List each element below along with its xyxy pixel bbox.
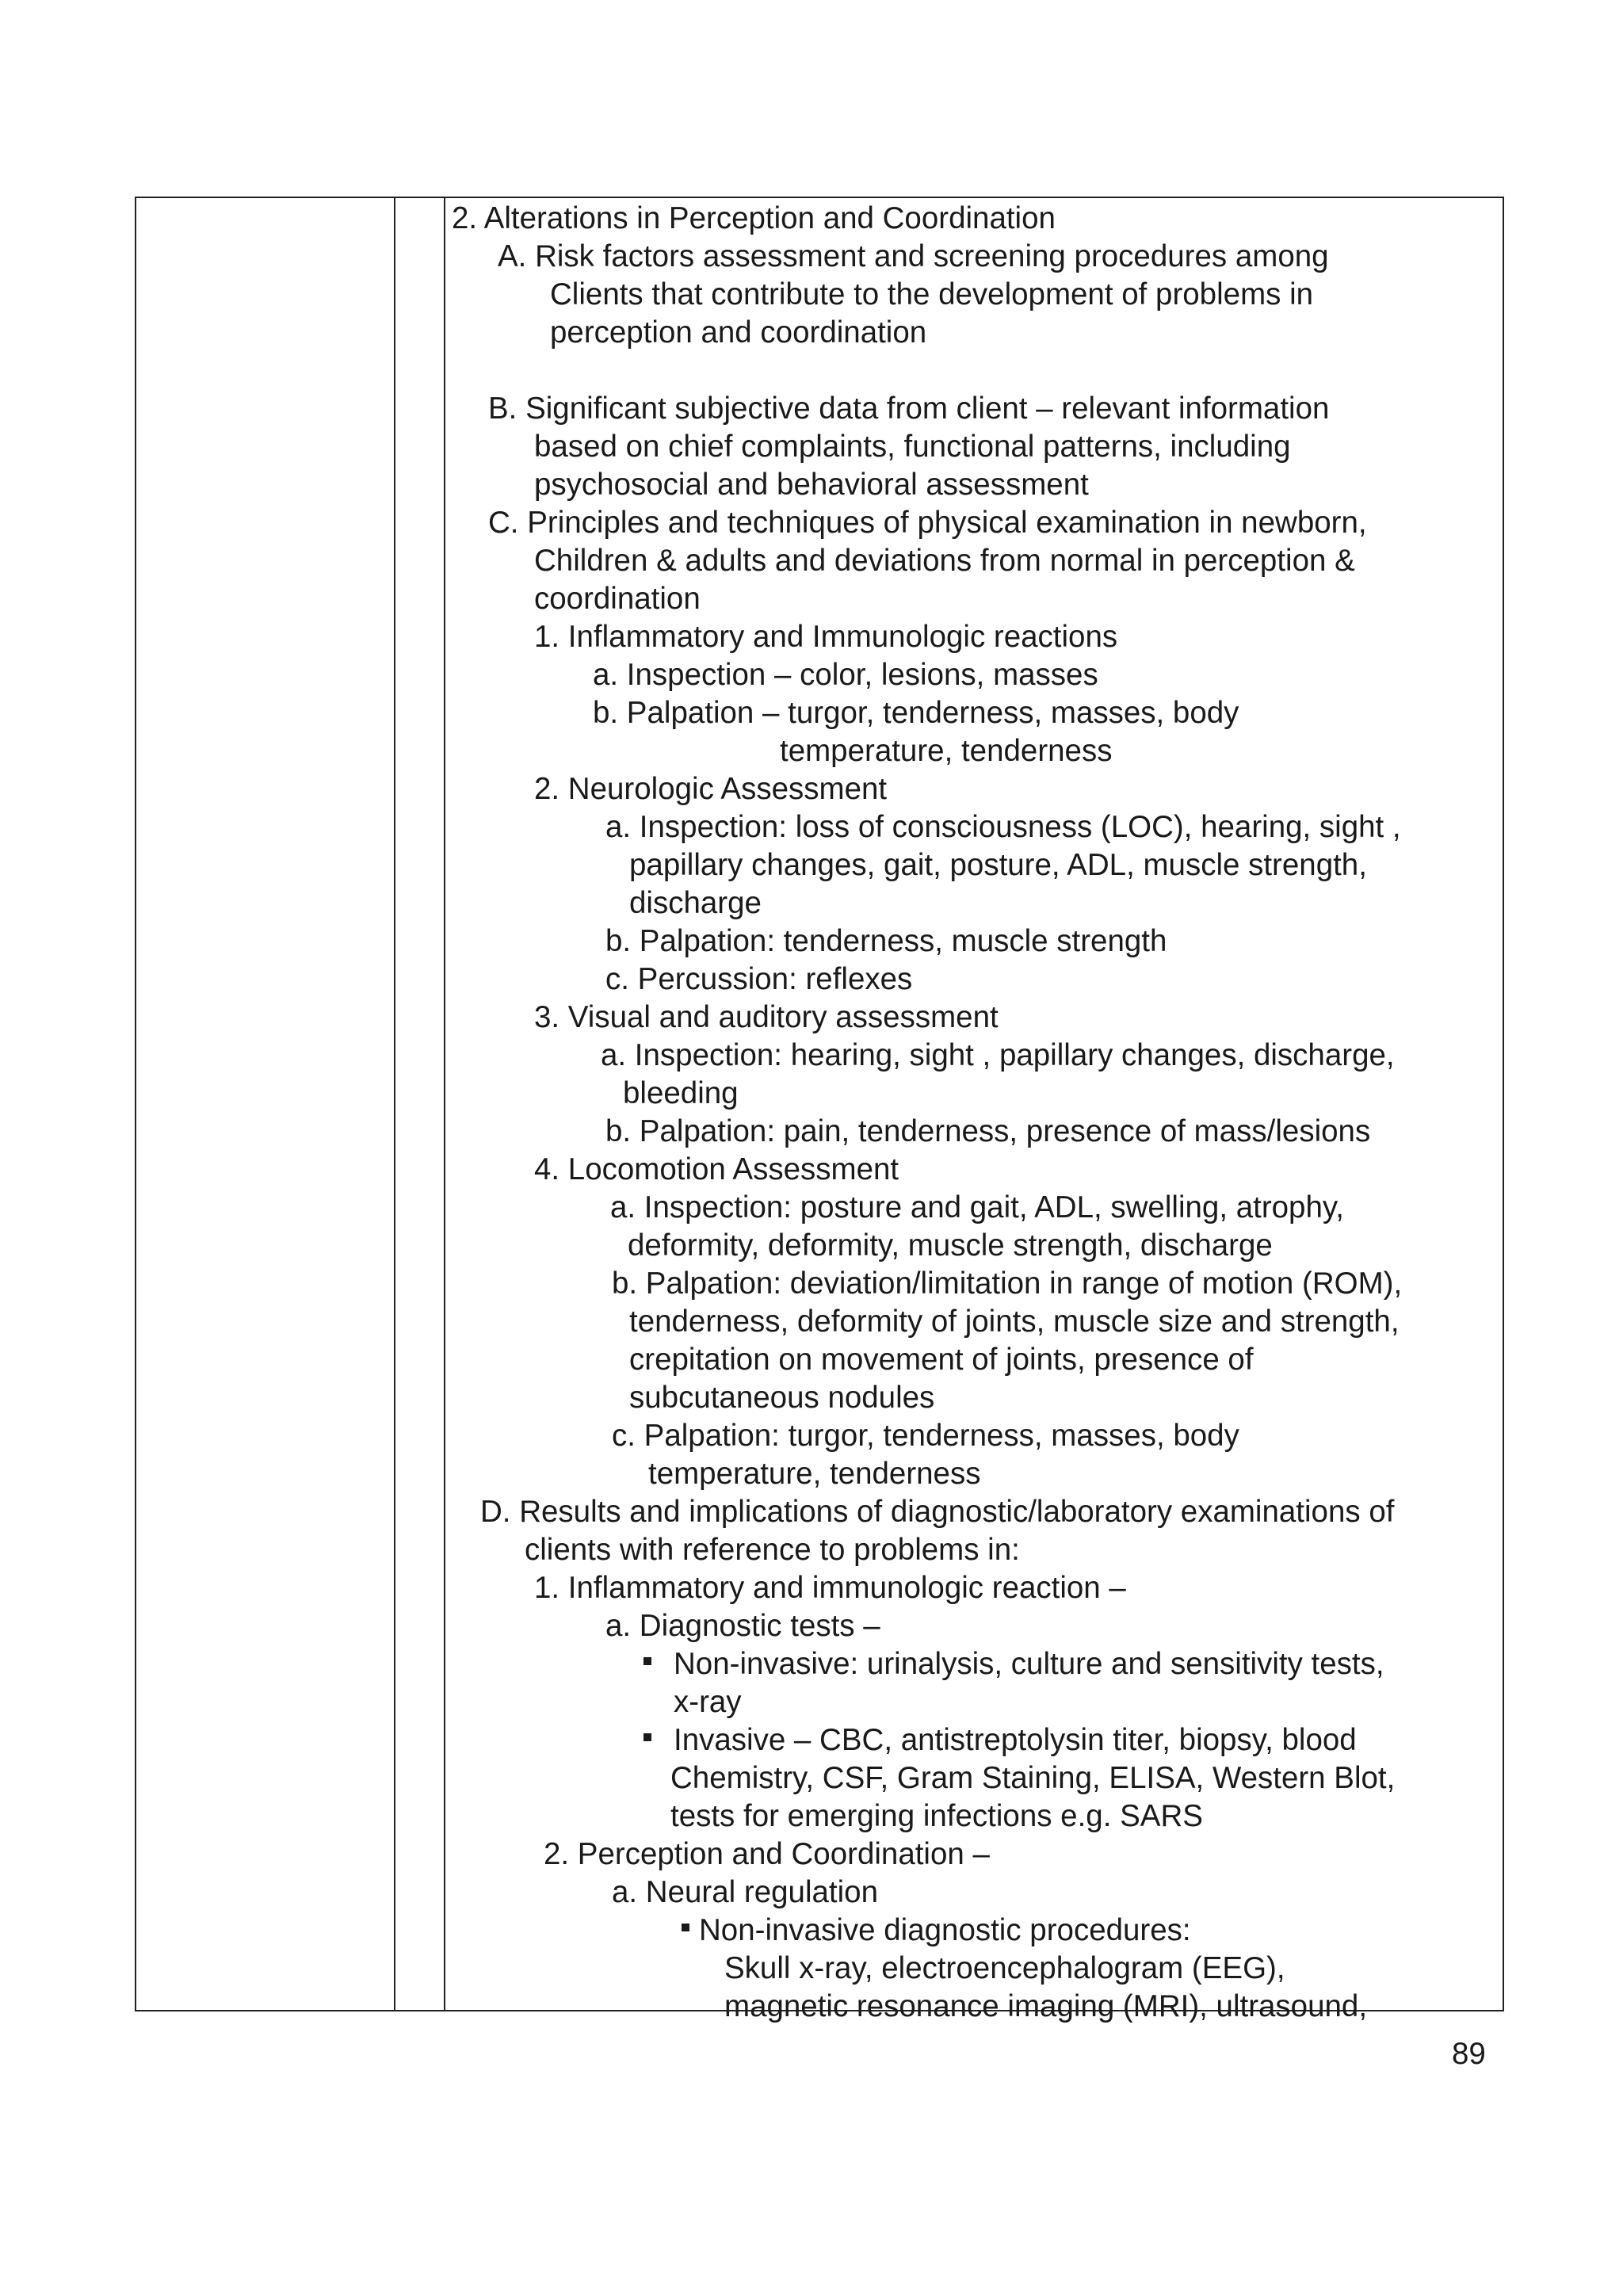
outline-subsubitem-cont: subcutaneous nodules	[629, 1381, 935, 1415]
outline-subsubitem: c. Palpation: turgor, tenderness, masses, body	[612, 1419, 1239, 1453]
outline-subsubitem: b. Palpation: deviation/limitation in range of motion (ROM),	[612, 1266, 1403, 1301]
outline-item-a: A. Risk factors assessment and screening procedures among	[498, 239, 1329, 273]
bullet-icon	[643, 1657, 651, 1665]
outline-subitem: 2. Neurologic Assessment	[534, 772, 888, 806]
bullet-item: Non-invasive: urinalysis, culture and sensitivity tests,	[674, 1647, 1384, 1681]
outline-item-b: B. Significant subjective data from client – relevant information	[488, 392, 1330, 426]
outline-subsubitem: a. Diagnostic tests –	[605, 1609, 880, 1643]
outline-subsubitem-cont: crepitation on movement of joints, presence of	[629, 1343, 1254, 1377]
outline-item-b-cont: psychosocial and behavioral assessment	[534, 468, 1089, 502]
outline-subsubitem: a. Inspection – color, lesions, masses	[593, 658, 1098, 692]
outline-item-c-cont: Children & adults and deviations from normal in perception &	[534, 544, 1355, 578]
bullet-icon	[643, 1733, 651, 1741]
bullet-item-cont: x-ray	[674, 1685, 742, 1719]
outline-subsubitem: a. Inspection: posture and gait, ADL, swelling, atrophy,	[610, 1190, 1344, 1224]
outline-item-b-cont: based on chief complaints, functional patterns, including	[534, 430, 1291, 464]
outline-subitem: 1. Inflammatory and Immunologic reactions	[534, 620, 1118, 654]
outline-subsubitem: b. Palpation: tenderness, muscle strength	[605, 924, 1167, 958]
outline-subsubitem-cont: temperature, tenderness	[648, 1457, 981, 1491]
outline-subsubitem-cont: bleeding	[623, 1076, 739, 1110]
content-table	[135, 197, 1504, 2023]
outline-subitem: 1. Inflammatory and immunologic reaction –	[534, 1571, 1126, 1605]
outline-subsubitem: b. Palpation: pain, tenderness, presence of mass/lesions	[605, 1114, 1371, 1148]
outline-subsubitem-cont: temperature, tenderness	[780, 734, 1113, 768]
outline-subsubitem: a. Inspection: hearing, sight , papillary changes, discharge,	[601, 1038, 1395, 1072]
outline-subsubitem: c. Percussion: reflexes	[605, 962, 913, 996]
outline-subsubitem: a. Neural regulation	[612, 1875, 879, 1909]
outline-item-c-cont: coordination	[534, 582, 701, 616]
outline-subsubitem-cont: papillary changes, gait, posture, ADL, muscle strength,	[629, 848, 1367, 882]
outline-subsubitem-cont: deformity, deformity, muscle strength, discharge	[628, 1228, 1273, 1263]
column-divider-1	[394, 198, 395, 2010]
outline-subsubitem: a. Inspection: loss of consciousness (LOC), hearing, sight ,	[605, 810, 1401, 844]
outline-item-d: D. Results and implications of diagnostic/laboratory examinations of	[480, 1495, 1395, 1529]
bullet-item: Invasive – CBC, antistreptolysin titer, biopsy, blood	[674, 1723, 1357, 1757]
outline-subsubitem-cont: discharge	[629, 886, 762, 920]
outline-item-d-cont: clients with reference to problems in:	[525, 1533, 1020, 1567]
section-heading: 2. Alterations in Perception and Coordination	[452, 201, 1056, 235]
bullet-icon	[682, 1924, 689, 1931]
outline-subsubitem-cont: tenderness, deformity of joints, muscle size and strength,	[629, 1305, 1400, 1339]
outline-item-a-cont: Clients that contribute to the development of problems in	[550, 277, 1314, 311]
bullet-item-cont: Skull x-ray, electroencephalogram (EEG),	[724, 1951, 1285, 1985]
outline-subitem: 3. Visual and auditory assessment	[534, 1000, 999, 1034]
bullet-item-cont: Chemistry, CSF, Gram Staining, ELISA, Western Blot,	[670, 1761, 1396, 1795]
outline-item-c: C. Principles and techniques of physical examination in newborn,	[488, 506, 1367, 540]
outline-content-cell	[447, 198, 1503, 2023]
bullet-item-cont: magnetic resonance imaging (MRI), ultrasound,	[724, 1989, 1368, 2023]
bullet-item-cont: tests for emerging infections e.g. SARS	[670, 1799, 1203, 1833]
column-divider-2	[444, 198, 445, 2010]
bullet-item: Non-invasive diagnostic procedures:	[699, 1913, 1191, 1947]
outline-item-a-cont: perception and coordination	[550, 315, 927, 350]
page-number: 89	[1452, 2037, 1486, 2071]
outline-subitem: 2. Perception and Coordination –	[544, 1837, 990, 1871]
outline-subitem: 4. Locomotion Assessment	[534, 1152, 899, 1186]
outline-subsubitem: b. Palpation – turgor, tenderness, masses, body	[593, 696, 1239, 730]
